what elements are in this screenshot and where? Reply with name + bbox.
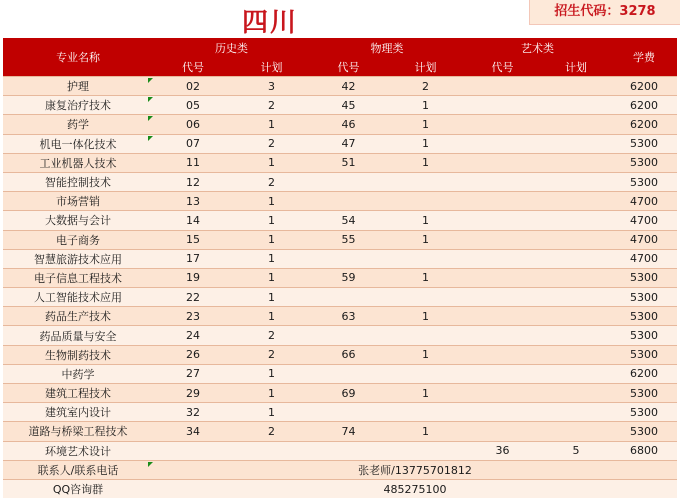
table-row bbox=[3, 172, 677, 191]
history-plan-cell: 1 bbox=[233, 307, 310, 326]
tuition-cell: 6200 bbox=[611, 364, 677, 383]
art-code-cell bbox=[464, 249, 541, 268]
history-code-cell: 27 bbox=[153, 364, 233, 383]
table-row bbox=[3, 249, 677, 268]
major-name: 康复治疗技术 bbox=[45, 99, 111, 113]
tuition-cell: 5300 bbox=[611, 172, 677, 191]
tuition-cell: 5300 bbox=[611, 345, 677, 364]
tuition-cell: 4700 bbox=[611, 192, 677, 211]
physics-plan-cell: 2 bbox=[387, 77, 464, 96]
history-code-cell: 24 bbox=[153, 326, 233, 345]
physics-code-cell bbox=[310, 326, 387, 345]
art-plan-cell bbox=[541, 288, 611, 307]
art-code-cell bbox=[464, 345, 541, 364]
art-plan-cell bbox=[541, 326, 611, 345]
physics-plan-cell bbox=[387, 172, 464, 191]
table-row bbox=[3, 422, 677, 441]
history-plan-cell: 1 bbox=[233, 192, 310, 211]
contact-row bbox=[3, 460, 677, 479]
physics-plan-cell: 1 bbox=[387, 115, 464, 134]
table-row bbox=[3, 77, 677, 96]
history-plan-cell: 1 bbox=[233, 268, 310, 287]
physics-code-cell: 45 bbox=[310, 96, 387, 115]
major-name: 环境艺术设计 bbox=[45, 444, 111, 458]
art-plan-cell bbox=[541, 115, 611, 134]
art-code-cell bbox=[464, 153, 541, 172]
major-name-cell bbox=[3, 211, 153, 230]
physics-code-cell bbox=[310, 172, 387, 191]
art-plan-cell bbox=[541, 134, 611, 153]
tuition-cell: 5300 bbox=[611, 422, 677, 441]
major-name: 药学 bbox=[67, 118, 89, 132]
major-name: 工业机器人技术 bbox=[39, 156, 117, 170]
physics-plan-cell: 1 bbox=[387, 384, 464, 403]
header-history: 历史类 bbox=[153, 38, 310, 58]
tuition-cell: 5300 bbox=[611, 326, 677, 345]
major-name: 护理 bbox=[67, 80, 89, 94]
history-code-cell: 23 bbox=[153, 307, 233, 326]
table-row bbox=[3, 403, 677, 422]
qq-row bbox=[3, 479, 677, 498]
table-row bbox=[3, 96, 677, 115]
art-plan-cell bbox=[541, 172, 611, 191]
major-name-cell bbox=[3, 77, 153, 96]
header-physics-code: 代号 bbox=[310, 58, 387, 77]
physics-plan-cell bbox=[387, 192, 464, 211]
table-row bbox=[3, 268, 677, 287]
physics-plan-cell: 1 bbox=[387, 345, 464, 364]
physics-code-cell: 55 bbox=[310, 230, 387, 249]
major-name-cell bbox=[3, 364, 153, 383]
table-row bbox=[3, 230, 677, 249]
major-name-cell bbox=[3, 96, 153, 115]
major-name: 机电一体化技术 bbox=[39, 137, 117, 151]
history-code-cell: 22 bbox=[153, 288, 233, 307]
major-name-cell bbox=[3, 345, 153, 364]
tuition-cell: 5300 bbox=[611, 403, 677, 422]
physics-plan-cell bbox=[387, 441, 464, 460]
physics-code-cell: 54 bbox=[310, 211, 387, 230]
contact-value: 张老师/13775701812 bbox=[153, 460, 677, 479]
comment-marker-icon bbox=[148, 462, 153, 467]
art-code-cell bbox=[464, 326, 541, 345]
history-plan-cell: 2 bbox=[233, 422, 310, 441]
major-name: 建筑室内设计 bbox=[45, 406, 111, 420]
art-code-cell bbox=[464, 307, 541, 326]
history-code-cell: 34 bbox=[153, 422, 233, 441]
table-row bbox=[3, 134, 677, 153]
art-code-cell bbox=[464, 364, 541, 383]
art-code-cell bbox=[464, 422, 541, 441]
tuition-cell: 5300 bbox=[611, 288, 677, 307]
comment-marker-icon bbox=[148, 97, 153, 102]
header-art: 艺术类 bbox=[464, 38, 611, 58]
art-plan-cell bbox=[541, 230, 611, 249]
major-name-cell bbox=[3, 326, 153, 345]
history-code-cell: 26 bbox=[153, 345, 233, 364]
history-plan-cell: 2 bbox=[233, 172, 310, 191]
art-plan-cell bbox=[541, 268, 611, 287]
major-name-cell bbox=[3, 249, 153, 268]
qq-label: QQ咨询群 bbox=[3, 479, 153, 498]
enrollment-code: 招生代码：3278 bbox=[529, 0, 680, 25]
physics-plan-cell bbox=[387, 249, 464, 268]
art-code-cell bbox=[464, 268, 541, 287]
major-name-cell bbox=[3, 115, 153, 134]
physics-code-cell: 42 bbox=[310, 77, 387, 96]
art-code-cell bbox=[464, 403, 541, 422]
major-name-cell bbox=[3, 403, 153, 422]
history-code-cell bbox=[153, 441, 233, 460]
history-plan-cell: 1 bbox=[233, 364, 310, 383]
header-history-plan: 计划 bbox=[233, 58, 310, 77]
table-row bbox=[3, 326, 677, 345]
history-code-cell: 17 bbox=[153, 249, 233, 268]
history-plan-cell: 1 bbox=[233, 153, 310, 172]
major-name: 人工智能技术应用 bbox=[34, 291, 122, 305]
physics-code-cell: 69 bbox=[310, 384, 387, 403]
art-code-cell bbox=[464, 211, 541, 230]
history-plan-cell: 1 bbox=[233, 115, 310, 134]
physics-plan-cell: 1 bbox=[387, 307, 464, 326]
tuition-cell: 6200 bbox=[611, 96, 677, 115]
physics-plan-cell: 1 bbox=[387, 230, 464, 249]
title-bar bbox=[0, 0, 680, 38]
header-major: 专业名称 bbox=[3, 38, 153, 77]
physics-code-cell: 59 bbox=[310, 268, 387, 287]
physics-code-cell: 63 bbox=[310, 307, 387, 326]
physics-plan-cell bbox=[387, 364, 464, 383]
physics-plan-cell bbox=[387, 326, 464, 345]
art-plan-cell bbox=[541, 307, 611, 326]
major-name: 道路与桥梁工程技术 bbox=[28, 425, 128, 439]
history-code-cell: 02 bbox=[153, 77, 233, 96]
header-art-code: 代号 bbox=[464, 58, 541, 77]
art-code-cell bbox=[464, 115, 541, 134]
history-code-cell: 29 bbox=[153, 384, 233, 403]
art-code-cell bbox=[464, 96, 541, 115]
table-row bbox=[3, 307, 677, 326]
history-plan-cell bbox=[233, 441, 310, 460]
major-name-cell bbox=[3, 288, 153, 307]
table-row bbox=[3, 441, 677, 460]
art-plan-cell bbox=[541, 192, 611, 211]
tuition-cell: 4700 bbox=[611, 249, 677, 268]
history-code-cell: 06 bbox=[153, 115, 233, 134]
history-plan-cell: 3 bbox=[233, 77, 310, 96]
history-code-cell: 14 bbox=[153, 211, 233, 230]
tuition-cell: 5300 bbox=[611, 384, 677, 403]
history-plan-cell: 2 bbox=[233, 134, 310, 153]
major-name: 中药学 bbox=[61, 367, 95, 381]
history-plan-cell: 1 bbox=[233, 211, 310, 230]
art-plan-cell bbox=[541, 153, 611, 172]
physics-code-cell bbox=[310, 403, 387, 422]
major-name-cell bbox=[3, 268, 153, 287]
art-code-cell bbox=[464, 134, 541, 153]
art-plan-cell bbox=[541, 249, 611, 268]
art-code-cell bbox=[464, 384, 541, 403]
major-name-cell bbox=[3, 307, 153, 326]
history-plan-cell: 2 bbox=[233, 326, 310, 345]
physics-code-cell bbox=[310, 288, 387, 307]
major-name: 电子信息工程技术 bbox=[34, 271, 122, 285]
major-name: 建筑工程技术 bbox=[45, 387, 111, 401]
art-plan-cell bbox=[541, 364, 611, 383]
physics-plan-cell: 1 bbox=[387, 153, 464, 172]
physics-code-cell bbox=[310, 192, 387, 211]
physics-plan-cell: 1 bbox=[387, 211, 464, 230]
header-art-plan: 计划 bbox=[541, 58, 611, 77]
major-name: 大数据与会计 bbox=[45, 214, 111, 228]
major-name: 智慧旅游技术应用 bbox=[34, 252, 122, 266]
history-code-cell: 05 bbox=[153, 96, 233, 115]
table-row bbox=[3, 288, 677, 307]
physics-code-cell: 51 bbox=[310, 153, 387, 172]
tuition-cell: 4700 bbox=[611, 211, 677, 230]
comment-marker-icon bbox=[148, 136, 153, 141]
header-history-code: 代号 bbox=[153, 58, 233, 77]
art-plan-cell bbox=[541, 77, 611, 96]
table-row bbox=[3, 153, 677, 172]
table-row bbox=[3, 345, 677, 364]
history-code-cell: 11 bbox=[153, 153, 233, 172]
major-name: 智能控制技术 bbox=[45, 176, 111, 190]
history-code-cell: 15 bbox=[153, 230, 233, 249]
major-name: 药品质量与安全 bbox=[39, 329, 117, 343]
tuition-cell: 6200 bbox=[611, 115, 677, 134]
art-plan-cell bbox=[541, 96, 611, 115]
physics-plan-cell bbox=[387, 288, 464, 307]
physics-plan-cell: 1 bbox=[387, 422, 464, 441]
enrollment-table bbox=[3, 38, 677, 498]
art-code-cell bbox=[464, 172, 541, 191]
physics-plan-cell: 1 bbox=[387, 268, 464, 287]
physics-code-cell bbox=[310, 364, 387, 383]
art-code-cell bbox=[464, 288, 541, 307]
physics-plan-cell bbox=[387, 403, 464, 422]
history-plan-cell: 1 bbox=[233, 384, 310, 403]
physics-plan-cell: 1 bbox=[387, 96, 464, 115]
major-name: 生物制药技术 bbox=[45, 348, 111, 362]
history-plan-cell: 1 bbox=[233, 288, 310, 307]
contact-label-cell bbox=[3, 460, 153, 479]
major-name: 电子商务 bbox=[56, 233, 100, 247]
table-row bbox=[3, 211, 677, 230]
major-name-cell bbox=[3, 422, 153, 441]
table-row bbox=[3, 364, 677, 383]
table-row bbox=[3, 192, 677, 211]
major-name-cell bbox=[3, 441, 153, 460]
table-body bbox=[3, 77, 677, 499]
tuition-cell: 5300 bbox=[611, 153, 677, 172]
page-title: 四川 bbox=[242, 8, 299, 38]
major-name: 药品生产技术 bbox=[45, 310, 111, 324]
header-physics-plan: 计划 bbox=[387, 58, 464, 77]
tuition-cell: 6200 bbox=[611, 77, 677, 96]
history-code-cell: 32 bbox=[153, 403, 233, 422]
contact-label: 联系人/联系电话 bbox=[37, 463, 119, 477]
major-name-cell bbox=[3, 230, 153, 249]
history-plan-cell: 2 bbox=[233, 96, 310, 115]
qq-value: 485275100 bbox=[153, 479, 677, 498]
header-tuition: 学费 bbox=[611, 38, 677, 77]
art-code-cell bbox=[464, 192, 541, 211]
history-plan-cell: 1 bbox=[233, 230, 310, 249]
history-code-cell: 13 bbox=[153, 192, 233, 211]
comment-marker-icon bbox=[148, 116, 153, 121]
history-code-cell: 19 bbox=[153, 268, 233, 287]
art-plan-cell bbox=[541, 345, 611, 364]
tuition-cell: 5300 bbox=[611, 307, 677, 326]
major-name-cell bbox=[3, 153, 153, 172]
major-name-cell bbox=[3, 384, 153, 403]
tuition-cell: 4700 bbox=[611, 230, 677, 249]
physics-code-cell bbox=[310, 441, 387, 460]
major-name-cell bbox=[3, 192, 153, 211]
table-row bbox=[3, 115, 677, 134]
physics-code-cell: 66 bbox=[310, 345, 387, 364]
major-name-cell bbox=[3, 172, 153, 191]
art-plan-cell bbox=[541, 384, 611, 403]
physics-code-cell: 74 bbox=[310, 422, 387, 441]
art-code-cell bbox=[464, 77, 541, 96]
major-name: 市场营销 bbox=[56, 195, 100, 209]
physics-code-cell: 46 bbox=[310, 115, 387, 134]
art-plan-cell bbox=[541, 403, 611, 422]
physics-plan-cell: 1 bbox=[387, 134, 464, 153]
history-code-cell: 07 bbox=[153, 134, 233, 153]
art-plan-cell bbox=[541, 422, 611, 441]
physics-code-cell: 47 bbox=[310, 134, 387, 153]
history-plan-cell: 1 bbox=[233, 403, 310, 422]
history-plan-cell: 2 bbox=[233, 345, 310, 364]
tuition-cell: 5300 bbox=[611, 268, 677, 287]
history-plan-cell: 1 bbox=[233, 249, 310, 268]
art-code-cell bbox=[464, 230, 541, 249]
physics-code-cell bbox=[310, 249, 387, 268]
art-plan-cell bbox=[541, 211, 611, 230]
tuition-cell: 5300 bbox=[611, 134, 677, 153]
art-plan-cell: 5 bbox=[541, 441, 611, 460]
header-physics: 物理类 bbox=[310, 38, 464, 58]
comment-marker-icon bbox=[148, 78, 153, 83]
tuition-cell: 6800 bbox=[611, 441, 677, 460]
table-row bbox=[3, 384, 677, 403]
art-code-cell: 36 bbox=[464, 441, 541, 460]
history-code-cell: 12 bbox=[153, 172, 233, 191]
major-name-cell bbox=[3, 134, 153, 153]
